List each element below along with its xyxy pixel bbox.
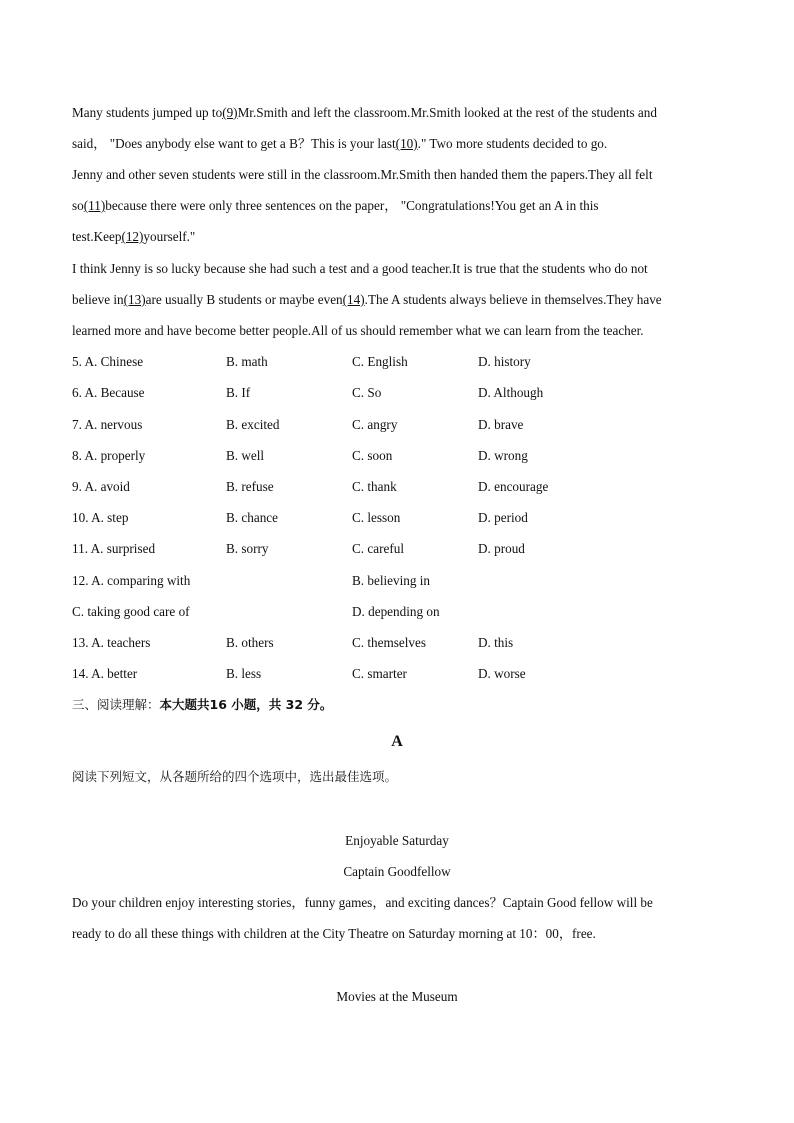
ad-title: Enjoyable Saturday <box>345 833 449 848</box>
option-c: C. thank <box>352 479 397 494</box>
option-b: B. refuse <box>226 479 274 494</box>
option-a: 12. A. comparing with <box>72 573 191 588</box>
option-b: B. sorry <box>226 541 269 556</box>
option-b: B. others <box>226 635 274 650</box>
section-header: 三、阅读理解：本大题共16 小题，共 32 分。 <box>72 697 333 712</box>
ad-subtitle: Captain Goodfellow <box>343 864 451 879</box>
part-heading: A <box>391 733 403 750</box>
option-b: B. believing in <box>352 573 431 588</box>
option-c: C. English <box>352 354 408 369</box>
option-b: B. math <box>226 354 268 369</box>
passage-line-4: so(11)because there were only three sentences on the paper， "Congratulations!You get an A in this <box>72 198 599 213</box>
passage-line-7: believe in(13)are usually B students or maybe even(14).The A students always believe in themselves.They have <box>72 292 662 307</box>
option-d: D. history <box>478 354 531 369</box>
option-a: 5. A. Chinese <box>72 354 144 369</box>
option-c: C. So <box>352 385 382 400</box>
option-d: D. wrong <box>478 448 528 463</box>
option-a: 8. A. properly <box>72 448 146 463</box>
instruction-text: 阅读下列短文，从各题所给的四个选项中，选出最佳选项。 <box>72 769 398 784</box>
option-b: B. If <box>226 385 251 400</box>
option-d: D. worse <box>478 666 526 681</box>
option-d: D. period <box>478 510 528 525</box>
passage-line-5: test.Keep(12)yourself." <box>72 229 196 244</box>
option-d: D. encourage <box>478 479 549 494</box>
ad-body-line-2: ready to do all these things with children at the City Theatre on Saturday morning at 10：00，free. <box>72 926 596 941</box>
option-a: 14. A. better <box>72 666 138 681</box>
option-c: C. careful <box>352 541 404 556</box>
passage-line-2: said， "Does anybody else want to get a B？This is your last(10)." Two more students decided to go. <box>72 136 608 151</box>
option-a: 6. A. Because <box>72 385 145 400</box>
blank-10: (10) <box>395 136 418 151</box>
passage-line-6: I think Jenny is so lucky because she had such a test and a good teacher.It is true that the students who do not <box>72 261 648 276</box>
option-c: C. angry <box>352 417 398 432</box>
option-d: D. Although <box>478 385 544 400</box>
option-a: 13. A. teachers <box>72 635 151 650</box>
option-c: C. taking good care of <box>72 604 190 619</box>
option-d: D. this <box>478 635 514 650</box>
option-a: 7. A. nervous <box>72 417 143 432</box>
option-c: C. soon <box>352 448 393 463</box>
option-b: B. less <box>226 666 262 681</box>
blank-12: (12) <box>121 229 144 244</box>
blank-9: (9) <box>222 105 238 120</box>
option-a: 11. A. surprised <box>72 541 156 556</box>
option-b: B. chance <box>226 510 278 525</box>
blank-13: (13) <box>123 292 146 307</box>
passage-line-3: Jenny and other seven students were still in the classroom.Mr.Smith then handed them the papers.They all felt <box>72 167 653 182</box>
ad-title-2: Movies at the Museum <box>336 989 458 1004</box>
passage-line-8: learned more and have become better people.All of us should remember what we can learn from the teacher. <box>72 323 644 338</box>
ad-body-line-1: Do your children enjoy interesting stories，funny games，and exciting dances？Captain Good fellow will be <box>72 895 653 910</box>
option-a: 9. A. avoid <box>72 479 130 494</box>
option-c: C. lesson <box>352 510 401 525</box>
blank-14: (14) <box>342 292 365 307</box>
option-a: 10. A. step <box>72 510 129 525</box>
passage-line-1: Many students jumped up to(9)Mr.Smith and left the classroom.Mr.Smith looked at the rest of the students and <box>72 105 657 120</box>
option-d: D. depending on <box>352 604 440 619</box>
option-c: C. themselves <box>352 635 426 650</box>
option-c: C. smarter <box>352 666 407 681</box>
option-d: D. brave <box>478 417 524 432</box>
option-b: B. excited <box>226 417 280 432</box>
option-b: B. well <box>226 448 265 463</box>
option-d: D. proud <box>478 541 525 556</box>
blank-11: (11) <box>83 198 106 213</box>
